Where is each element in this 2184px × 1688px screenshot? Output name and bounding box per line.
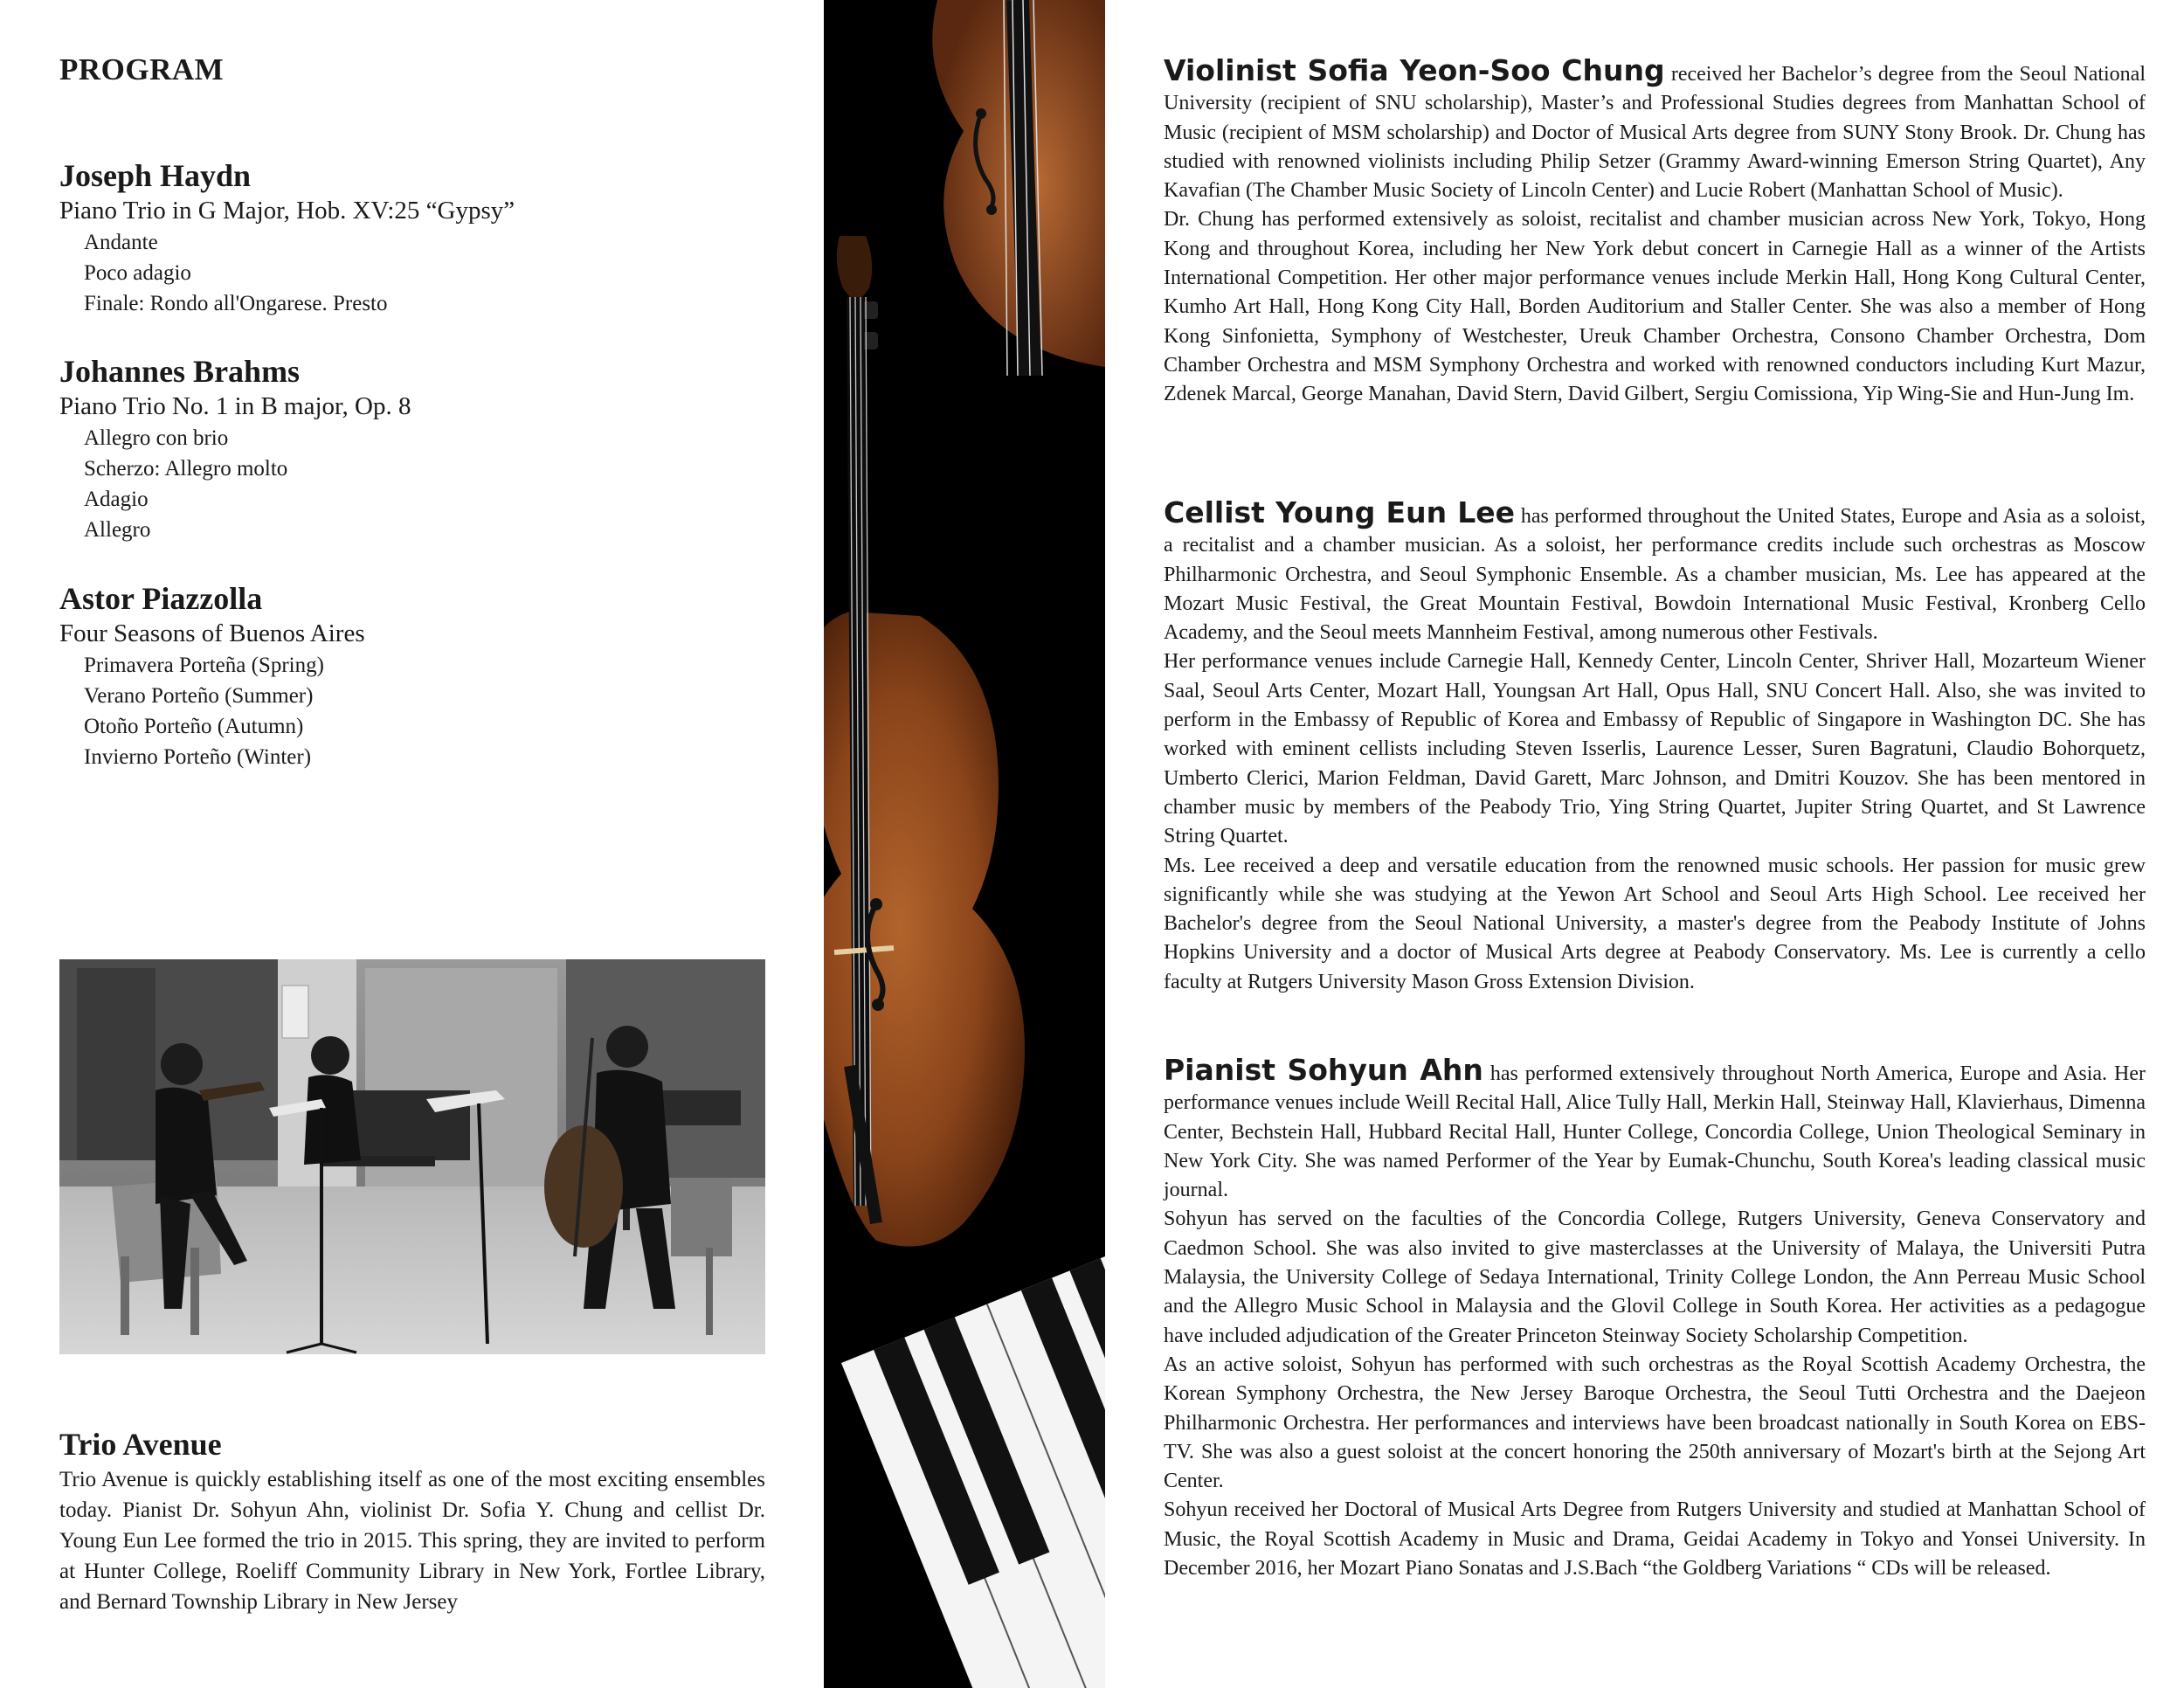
movement: Verano Porteño (Summer) bbox=[84, 684, 314, 708]
bio-name: Cellist Young Eun Lee bbox=[1164, 495, 1516, 529]
bio-paragraph: Dr. Chung has performed extensively as soloist, recitalist and chamber musician across New York, Tokyo, Hong Kong and throughout Korea, including her New York debut concert in Carnegie Hall as a winner of the Artists International Competition. Her other major performance venues include Merkin Hall, Hong Kong Cultural Center, Kumho Art Hall, Hong Kong City Hall, Borden Auditorium and Staller Center. She was also a member of Hong Kong Sinfonietta, Symphony of Westchester, Ureuk Chamber Orchestra, Consono Chamber Orchestra, Dom Chamber Orchestra and MSM Symphony Orchestra and worked with renowned conductors including Kurt Mazur, Zdenek Marcal, George Manahan, David Stern, David Gilbert, Sergiu Comissiona, Yip Wing-Sie and Hun-Jung Im. bbox=[1164, 208, 2146, 406]
work-title: Piano Trio in G Major, Hob. XV:25 “Gypsy” bbox=[59, 197, 515, 225]
composer-name: Astor Piazzolla bbox=[59, 581, 263, 616]
composer-name: Joseph Haydn bbox=[59, 158, 252, 193]
movement: Invierno Porteño (Winter) bbox=[84, 745, 312, 769]
instrument-image-strip bbox=[824, 0, 1105, 1688]
bio-pianist bbox=[1164, 1055, 2146, 1583]
movement: Poco adagio bbox=[84, 261, 191, 285]
movement: Allegro con brio bbox=[84, 426, 229, 450]
program-entry-piazzolla bbox=[59, 580, 776, 772]
bio-paragraph: has performed throughout the United States, Europe and Asia as a soloist, a recitalist and a chamber musician. As a soloist, her performance credits include such orchestras as Moscow Philharmonic Orchestra, and Seoul Symphonic Ensemble. As a chamber musician, Ms. Lee has appeared at the Mozart Music Festival, the Great Mountain Festival, Bowdoin International Music Festival, Kronberg Cello Academy, and the Seoul meets Mannheim Festival, among numerous other Festivals. bbox=[1164, 505, 2146, 645]
bio-paragraph: Ms. Lee received a deep and versatile education from the renowned music schools. Her passion for music grew significantly while she was studying at the Yewon Art School and Seoul Arts High School. Lee received her Bachelor's degree from the Seoul National University, a master's degree from the Peabody Institute of Johns Hopkins University and a doctor of Musical Arts degree at Peabody Conservatory. Ms. Lee is currently a cello faculty at Rutgers University Mason Gross Extension Division. bbox=[1164, 854, 2146, 993]
program-entry-haydn bbox=[59, 157, 776, 319]
trio-photo-illustration bbox=[59, 959, 765, 1354]
movement: Otoño Porteño (Autumn) bbox=[84, 715, 304, 738]
work-title: Four Seasons of Buenos Aires bbox=[59, 619, 365, 647]
movement: Andante bbox=[84, 231, 158, 254]
bio-name: Pianist Sohyun Ahn bbox=[1164, 1053, 1483, 1087]
bio-paragraph: received her Bachelor’s degree from the Seoul National University (recipient of SNU scholarship), Master’s and Professional Studies degrees from Manhattan School of Music (recipient of MSM scholarship) and Doctor of Musical Arts degree from SUNY Stony Brook. Dr. Chung has studied with renowned violinists including Philip Setzer (Grammy Award-winning Emerson String Quartet), Any Kavafian (The Chamber Music Society of Lincoln Center) and Lucie Robert (Manhattan School of Music). bbox=[1164, 63, 2146, 203]
movement: Primavera Porteña (Spring) bbox=[84, 654, 324, 677]
bio-violinist bbox=[1164, 53, 2146, 410]
work-title: Piano Trio No. 1 in B major, Op. 8 bbox=[59, 392, 411, 420]
bio-paragraph: Sohyun has served on the faculties of the Concordia College, Rutgers University, Geneva Conservatory and Caedmon School. She was also invited to give masterclasses at the University of Malaya, the Universiti Putra Malaysia, the University College of Sedaya International, Trinity College London, the Ann Perreau Music School and the Allegro Music School in Malaysia and the Glovil College in South Korea. Her activities as a pedagogue have included adjudication of the Greater Princeton Steinway Society Scholarship Competition. bbox=[1164, 1207, 2146, 1347]
bio-paragraph: As an active soloist, Sohyun has performed with such orchestras as the Royal Scottish Academy Orchestra, the Korean Symphony Orchestra, the New Jersey Baroque Orchestra, the Seoul Tutti Orchestra and the Daejeon Philharmonic Orchestra. Her performances and interviews have been broadcast nationally in South Korea on EBS-TV. She was also a guest soloist at the concert honoring the 250th anniversary of Mozart's birth at the Sejong Art Center. bbox=[1164, 1352, 2146, 1493]
program-heading: PROGRAM bbox=[59, 52, 225, 86]
ensemble-description: Trio Avenue is quickly establishing itself as one of the most exciting ensembles today. Pianist Dr. Sohyun Ahn, violinist Dr. Sofia Y. Chung and cellist Dr. Young Eun Lee formed the trio in 2015. This spring, they are invited to perform at Hunter College, Roeliff Community Library in New York, Fortlee Library, and Bernard Township Library in New Jersey bbox=[59, 1468, 765, 1614]
program-entry-brahms bbox=[59, 353, 776, 545]
bio-cellist bbox=[1164, 495, 2146, 997]
bio-paragraph: Her performance venues include Carnegie Hall, Kennedy Center, Lincoln Center, Shriver Hall, Mozarteum Wiener Saal, Seoul Arts Center, Mozart Hall, Youngsan Art Hall, Opus Hall, SNU Concert Hall. Also, she was invited to perform in the Embassy of Republic of Korea and Embassy of Republic of Singapore in Washington DC. She has worked with eminent cellists including Steven Isserlis, Laurence Lesser, Suren Bagratuni, Claudio Bohorquetz, Umberto Clerici, Marion Feldman, David Garett, Marc Johnson, and Dmitri Kouzov. She has been mentored in chamber music by members of the Peabody Trio, Ying String Quartet, Jupiter String Quartet, and St Lawrence String Quartet. bbox=[1164, 650, 2146, 848]
movement: Finale: Rondo all'Ongarese. Presto bbox=[84, 292, 388, 315]
movement: Scherzo: Allegro molto bbox=[84, 457, 288, 481]
instruments-illustration bbox=[824, 0, 1105, 1688]
trio-photo bbox=[59, 959, 765, 1354]
bio-paragraph: has performed extensively throughout North America, Europe and Asia. Her performance venues include Weill Recital Hall, Alice Tully Hall, Merkin Hall, Steinway Hall, Klavierhaus, Dimenna Center, Bechstein Hall, Hubbard Recital Hall, Hunter College, Concordia College, Union Theological Seminary in New York City. She was named Performer of the Year by Eumak-Chunchu, South Korea's leading classical music journal. bbox=[1164, 1062, 2146, 1202]
movement: Allegro bbox=[84, 518, 151, 542]
ensemble-title: Trio Avenue bbox=[59, 1427, 222, 1462]
movement: Adagio bbox=[84, 488, 149, 511]
bio-paragraph: Sohyun received her Doctoral of Musical Arts Degree from Rutgers University and studied at Manhattan School of Music, the Royal Scottish Academy in Music and Drama, Geidai Academy in Tokyo and Yonsei University. In December 2016, her Mozart Piano Sonatas and J.S.Bach “the Goldberg Variations “ CDs will be released. bbox=[1164, 1498, 2146, 1581]
composer-name: Johannes Brahms bbox=[59, 354, 301, 389]
bio-name: Violinist Sofia Yeon-Soo Chung bbox=[1164, 53, 1665, 87]
